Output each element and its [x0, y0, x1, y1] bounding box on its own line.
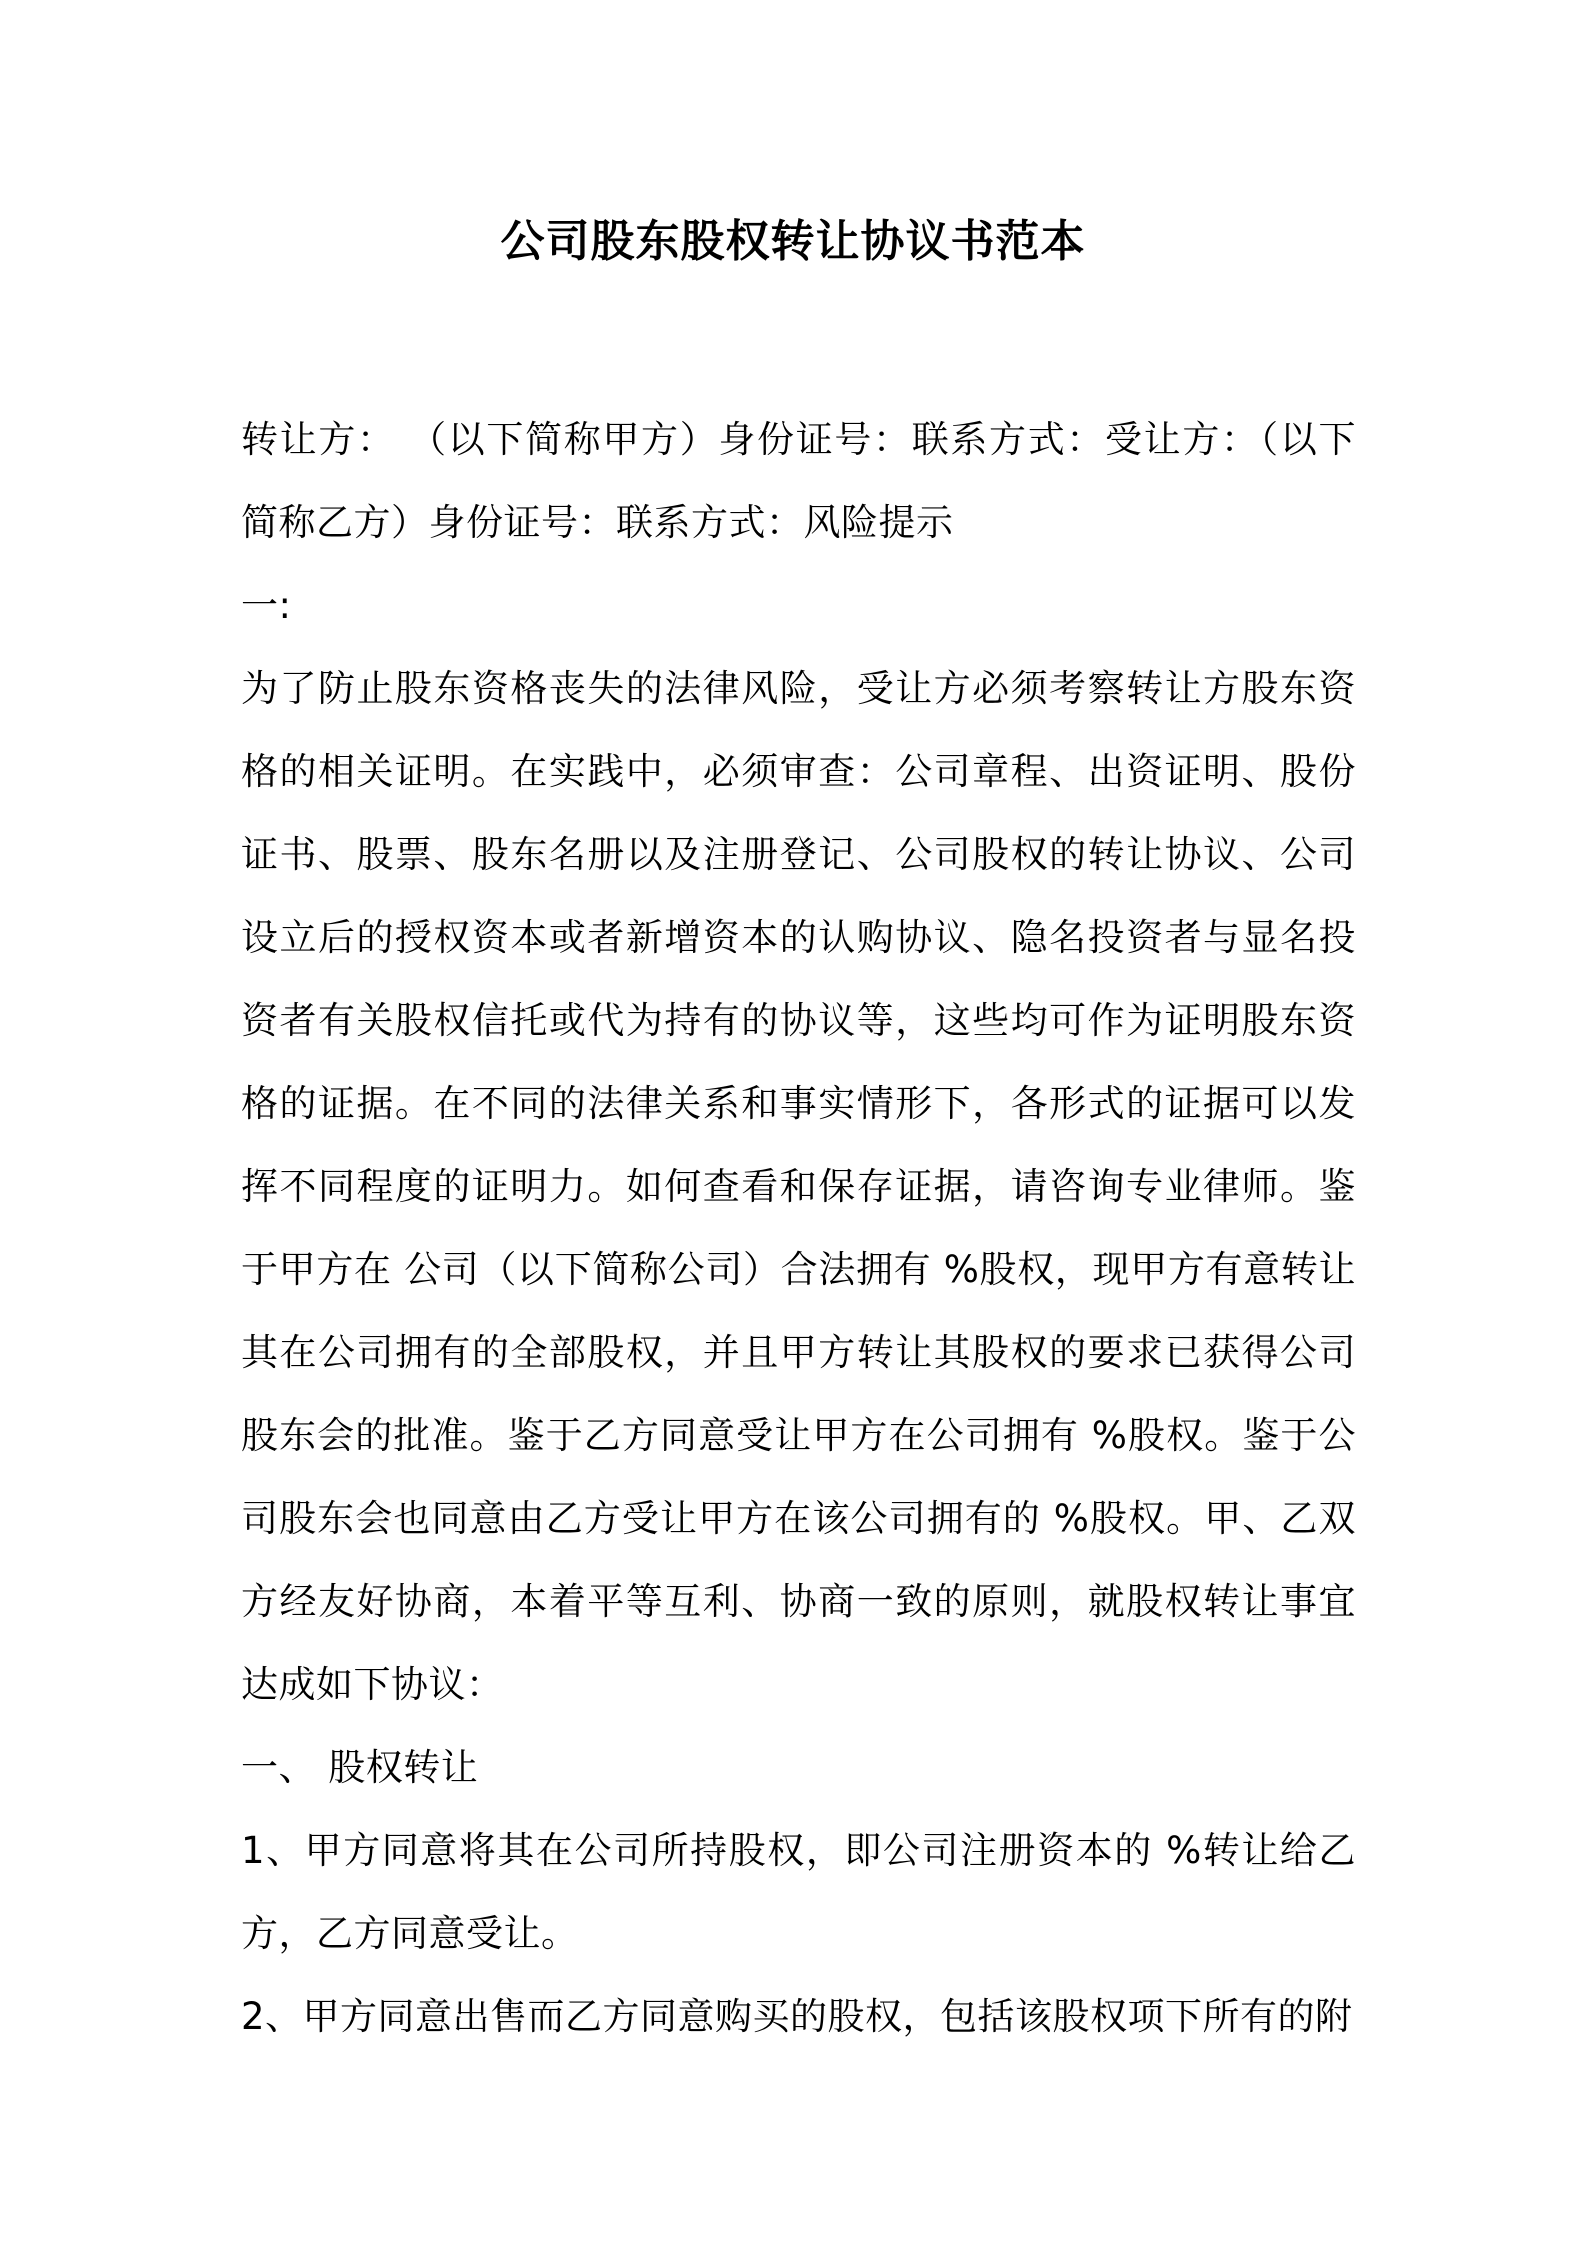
clause-2-paragraph: 2、甲方同意出售而乙方同意购买的股权，包括该股权项下所有的附 [241, 1995, 1353, 2038]
document-body [241, 398, 1356, 2058]
section-heading-one: 一: [241, 584, 292, 627]
risk-notice-paragraph: 为了防止股东资格丧失的法律风险，受让方必须考察转让方股东资格的相关证明。在实践中，必须审查：公司章程、出资证明、股份证书、股票、股东名册以及注册登记、公司股权的转让协议、公司设立后的授权资本或者新增资本的认购协议、隐名投资者与显名投资者有关股权信托或代为持有的协议等，这些均可作为证明股东资格的证据。在不同的法律关系和事实情形下，各形式的证据可以发挥不同程度的证明力。如何查看和保存证据，请咨询专业律师。鉴于甲方在 公司（以下简称公司）合法拥有 %股权，现甲方有意转让其在公司拥有的全部股权，并且甲方转让其股权的要求已获得公司股东会的批准。鉴于乙方同意受让甲方在公司拥有 %股权。鉴于公司股东会也同意由乙方受让甲方在该公司拥有的 %股权。甲、乙双方经友好协商，本着平等互利、协商一致的原则，就股权转让事宜达成如下协议： [241, 667, 1356, 1706]
parties-paragraph: 转让方： （以下简称甲方）身份证号：联系方式：受让方：（以下简称乙方）身份证号：联系方式：风险提示 [241, 418, 1356, 544]
section-heading-equity-transfer: 一、 股权转让 [241, 1746, 479, 1789]
clause-1-paragraph: 1、甲方同意将其在公司所持股权，即公司注册资本的 %转让给乙方，乙方同意受让。 [241, 1829, 1356, 1955]
document-title: 公司股东股权转让协议书范本 [500, 216, 1086, 267]
